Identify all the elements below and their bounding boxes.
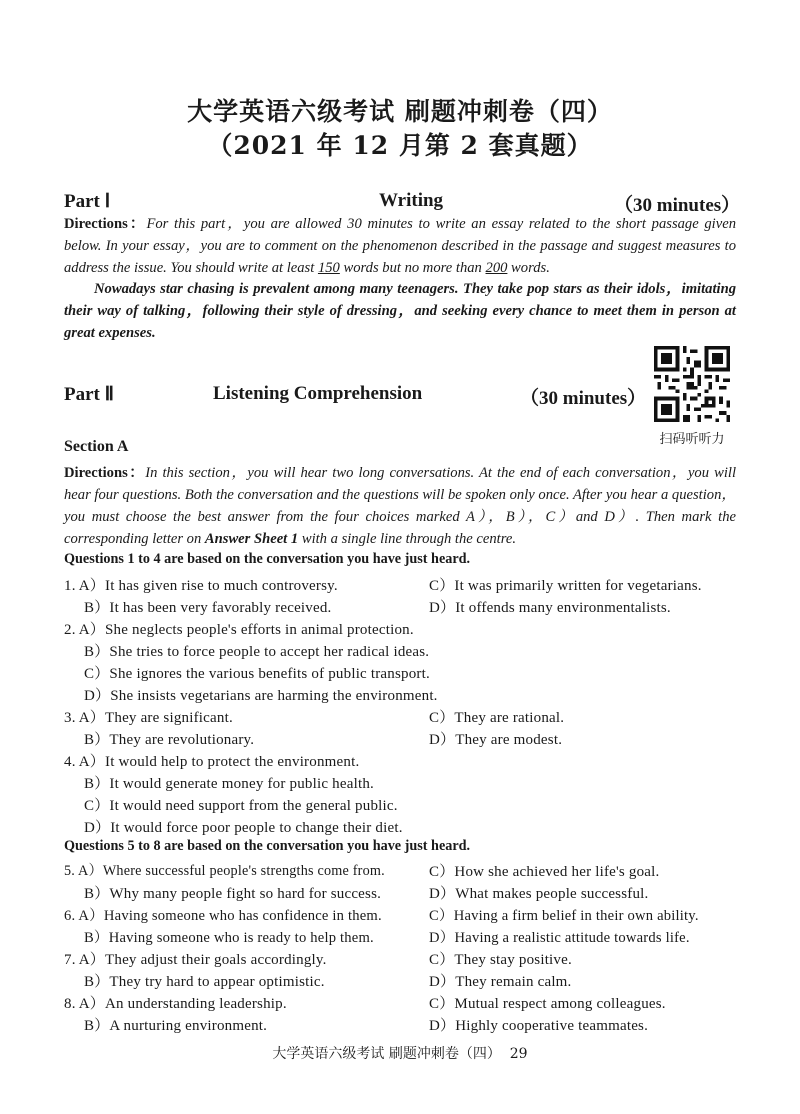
page-number: 29 (509, 1046, 528, 1062)
q7-option-d: D）They remain calm. (429, 974, 572, 990)
q7-option-a: 7. A）They adjust their goals accordingly. (64, 952, 327, 968)
directions-label: Directions： (64, 216, 147, 232)
part1-name: Writing (379, 190, 444, 211)
q2-option-d: D）She insists vegetarians are harming the environment. (84, 688, 438, 704)
q2-option-c: C）She ignores the various benefits of public transport. (84, 666, 430, 682)
q2-option-b: B）She tries to force people to accept her radical ideas. (84, 644, 430, 660)
writing-prompt: Nowadays star chasing is prevalent among many teenagers. They take pop stars as their idols，imitating their way of talking，following their style of dressing，and seeking every chance to meet them in person at great expenses. (64, 281, 736, 341)
q4-option-c: C）It would need support from the general public. (84, 798, 398, 814)
q2-option-a: 2. A）She neglects people's efforts in animal protection. (64, 622, 414, 638)
footer-title: 大学英语六级考试 刷题冲刺卷（四） (272, 1046, 501, 1062)
min-words: 150 (317, 260, 340, 276)
directions-text: For this part，you are allowed 30 minutes to write an essay related to the short passage given below. In your essay，you are to comment on the phenomenon described in the passage and suggest measures to address the issue. You should write at least (64, 216, 736, 276)
q6-option-d: D）Having a realistic attitude towards life. (429, 930, 690, 946)
part1-label: Part Ⅰ (64, 191, 111, 212)
q5-option-b: B）Why many people fight so hard for success. (84, 886, 382, 902)
part2-label: Part Ⅱ (64, 384, 114, 405)
directions-text-2: with a single line through the centre. (298, 531, 516, 547)
part2-name: Listening Comprehension (213, 383, 423, 404)
q1-option-b: B）It has been very favorably received. (84, 600, 332, 616)
directions-text-3: words. (507, 260, 550, 276)
part2-directions (64, 462, 736, 550)
q6-option-c: C）Having a firm belief in their own ability. (429, 908, 699, 924)
q7-option-b: B）They try hard to appear optimistic. (84, 974, 325, 990)
q1-option-d: D）It offends many environmentalists. (429, 600, 671, 616)
part1-directions (64, 213, 736, 279)
q1-option-a: 1. A）It has given rise to much controversy. (64, 578, 338, 594)
question-group-heading: Questions 1 to 4 are based on the conversation you have just heard. (64, 551, 471, 567)
q5-option-d: D）What makes people successful. (429, 886, 649, 902)
part1-time: （30 minutes） (614, 195, 741, 216)
q8-option-c: C）Mutual respect among colleagues. (429, 996, 666, 1012)
q3-option-b: B）They are revolutionary. (84, 732, 255, 748)
q3-option-a: 3. A）They are significant. (64, 710, 233, 726)
q8-option-d: D）Highly cooperative teammates. (429, 1018, 649, 1034)
qr-caption: 扫码听听力 (659, 432, 725, 447)
q6-option-b: B）Having someone who is ready to help them. (84, 930, 374, 946)
page-subtitle: （2021 年 12 月第 2 套真题） (207, 131, 593, 160)
q8-option-b: B）A nurturing environment. (84, 1018, 268, 1034)
directions-label: Directions： (64, 465, 146, 481)
q4-option-a: 4. A）It would help to protect the environment. (64, 754, 360, 770)
q6-option-a: 6. A）Having someone who has confidence in them. (64, 908, 382, 924)
page-footer (0, 1043, 800, 1063)
q8-option-a: 8. A）An understanding leadership. (64, 996, 287, 1012)
q4-option-b: B）It would generate money for public health. (84, 776, 374, 792)
max-words: 200 (485, 260, 508, 276)
page-title: 大学英语六级考试 刷题冲刺卷（四） (187, 97, 613, 126)
directions-text-2: words but no more than (339, 260, 486, 276)
q5-option-c: C）How she achieved her life's goal. (429, 864, 660, 880)
question-group-heading: Questions 5 to 8 are based on the conversation you have just heard. (64, 838, 471, 854)
q4-option-d: D）It would force poor people to change their diet. (84, 820, 403, 836)
q1-option-c: C）It was primarily written for vegetarians. (429, 578, 702, 594)
q3-option-c: C）They are rational. (429, 710, 565, 726)
q5-option-a: 5. A）Where successful people's strengths come from. (64, 863, 385, 879)
directions-text: In this section，you will hear two long conversations. At the end of each conversation，you will hear four questions. Both the conversation and the questions will be spoken only once. After you hear a question，you must choose the best answer from the four choices marked A），B），C）and D）. Then mark the corresponding letter on (64, 465, 736, 547)
answer-sheet-label: Answer Sheet 1 (204, 531, 299, 547)
q7-option-c: C）They stay positive. (429, 952, 572, 968)
q3-option-d: D）They are modest. (429, 732, 563, 748)
qr-code-icon[interactable] (646, 346, 738, 422)
section-title: Section A (64, 438, 129, 455)
part2-time: （30 minutes） (520, 388, 647, 409)
